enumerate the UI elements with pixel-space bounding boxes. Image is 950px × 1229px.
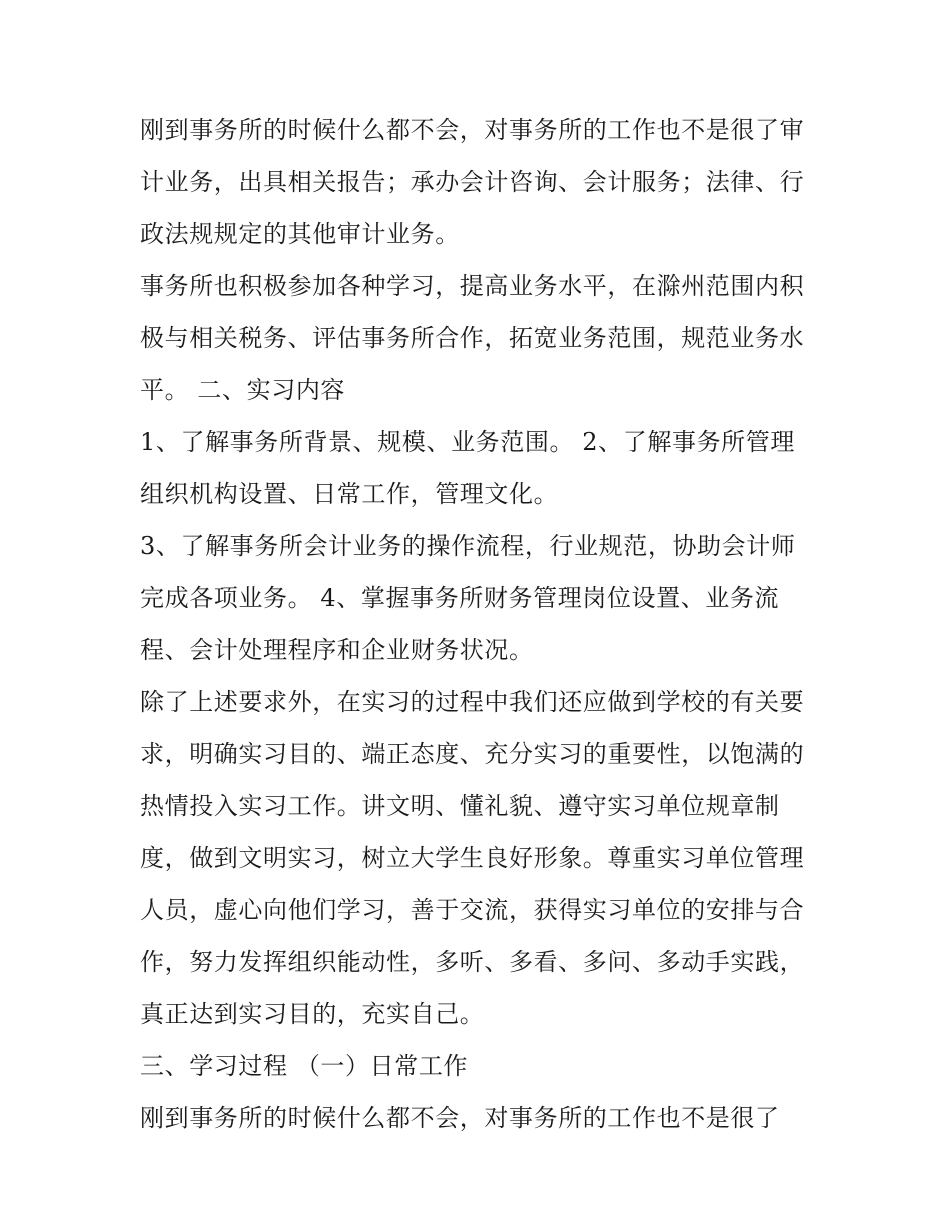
paragraph-6: [140, 1092, 820, 1144]
paragraph-3: [140, 416, 820, 520]
paragraph-1: [140, 104, 820, 260]
text-line: 计业务，出具相关报告；承办会计咨询、会计服务；法律、行: [140, 168, 805, 196]
text-line: 求，明确实习目的、端正态度、充分实习的重要性，以饱满的: [140, 740, 805, 768]
text-line: 极与相关税务、评估事务所合作，拓宽业务范围，规范业务水: [140, 324, 805, 352]
text-line: 除了上述要求外，在实习的过程中我们还应做到学校的有关要: [140, 688, 805, 716]
text-line: 平。 二、实习内容: [140, 376, 346, 404]
heading-line: 三、学习过程 （一）日常工作: [140, 1052, 469, 1080]
text-line: 度，做到文明实习，树立大学生良好形象。尊重实习单位管理: [140, 844, 805, 872]
text-line: 刚到事务所的时候什么都不会，对事务所的工作也不是很了审: [140, 116, 805, 144]
text-line: 人员，虚心向他们学习，善于交流，获得实习单位的安排与合: [140, 896, 805, 924]
document-body: [140, 104, 820, 1144]
text-line: 事务所也积极参加各种学习，提高业务水平，在滁州范围内积: [140, 272, 805, 300]
text-line: 3、了解事务所会计业务的操作流程，行业规范，协助会计师: [140, 532, 796, 560]
text-line: 完成各项业务。 4、掌握事务所财务管理岗位设置、业务流: [140, 584, 780, 612]
paragraph-4: [140, 520, 820, 676]
text-line: 1、了解事务所背景、规模、业务范围。 2、了解事务所管理: [140, 428, 795, 456]
text-line: 真正达到实习目的，充实自己。: [140, 1000, 485, 1028]
text-line: 政法规规定的其他审计业务。: [140, 220, 460, 248]
section-heading: [140, 1040, 820, 1092]
text-line: 程、会计处理程序和企业财务状况。: [140, 636, 534, 664]
text-line: 作，努力发挥组织能动性，多听、多看、多问、多动手实践，: [140, 948, 805, 976]
text-line: 组织机构设置、日常工作，管理文化。: [140, 480, 559, 508]
text-line: 刚到事务所的时候什么都不会，对事务所的工作也不是很了: [140, 1104, 780, 1132]
text-line: 热情投入实习工作。讲文明、懂礼貌、遵守实习单位规章制: [140, 792, 780, 820]
paragraph-5: [140, 676, 820, 1040]
paragraph-2: [140, 260, 820, 416]
